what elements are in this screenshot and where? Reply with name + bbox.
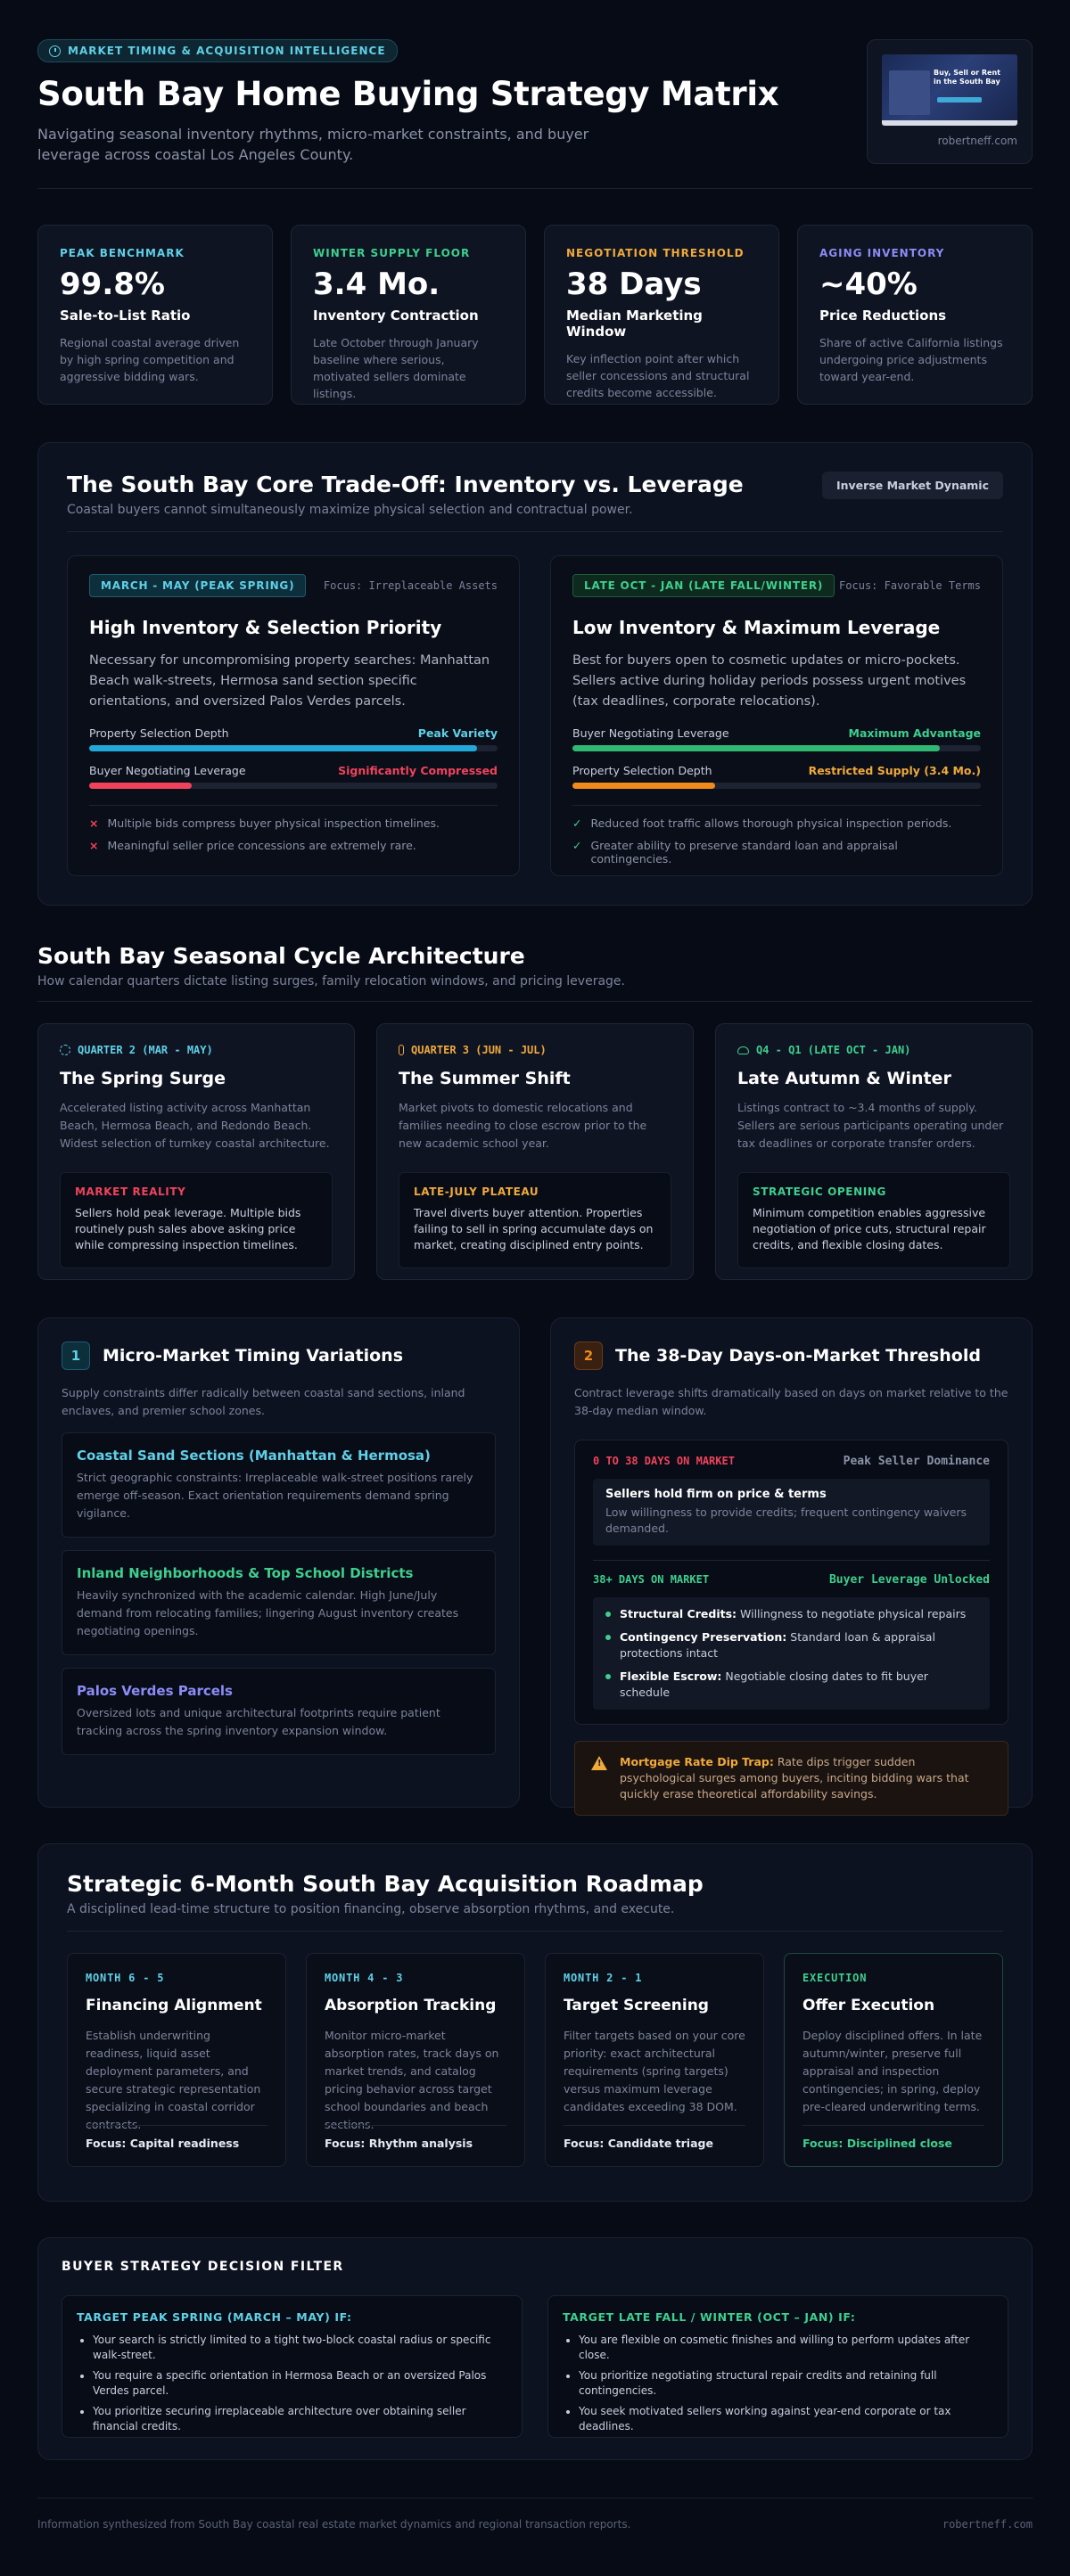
season-callout — [399, 1172, 671, 1268]
x-icon: × — [89, 839, 99, 852]
season-desc: Accelerated listing activity across Manhattan Beach, Hermosa Beach, and Redondo Beach. Widest selection of turnkey coastal architecture. — [60, 1101, 330, 1150]
stat-label: PEAK BENCHMARK — [60, 247, 185, 259]
meter-fill — [89, 745, 477, 751]
agent-photo — [889, 70, 930, 115]
meter-label: Property Selection Depth — [572, 764, 712, 777]
list-item: • You seek motivated sellers working against year-end corporate or tax deadlines. — [579, 2404, 993, 2434]
season-card-spring — [37, 1023, 355, 1280]
micro-desc: Supply constraints differ radically between coastal sand sections, inland enclaves, and premier school zones. — [62, 1386, 465, 1417]
micro-card-palos-verdes — [62, 1668, 496, 1755]
season-tag: QUARTER 3 (JUN - JUL) — [411, 1044, 547, 1056]
roadmap-step-title: Target Screening — [564, 1997, 709, 2014]
list-item-text: Standard loan & appraisal protections intact — [620, 1630, 935, 1660]
list-item-text: Greater ability to preserve standard loan and appraisal contingencies. — [590, 839, 898, 866]
roadmap-step-financing — [67, 1953, 286, 2167]
stat-desc: Share of active California listings undergoing price adjustments toward year-end. — [819, 336, 1003, 383]
stat-cards — [37, 225, 1033, 405]
bullet-dot — [605, 1674, 611, 1679]
stat-value: 38 Days — [566, 267, 702, 302]
micro-card-inland — [62, 1550, 496, 1655]
meter-track — [89, 783, 498, 789]
roadmap-step-focus: Focus: Candidate triage — [564, 2125, 745, 2150]
roadmap-step-screening — [545, 1953, 764, 2167]
page-header — [37, 0, 1033, 189]
stat-title: Sale-to-List Ratio — [60, 308, 191, 324]
list-item: • You are flexible on cosmetic finishes and willing to perform updates after close. — [579, 2333, 993, 2363]
dom-late-status: Buyer Leverage Unlocked — [828, 1573, 990, 1587]
eyebrow-label: MARKET TIMING & ACQUISITION INTELLIGENCE — [68, 45, 386, 57]
season-card-summer — [376, 1023, 694, 1280]
winter-title: Low Inventory & Maximum Leverage — [572, 617, 941, 638]
season-callout — [60, 1172, 333, 1268]
season-title: Late Autumn & Winter — [737, 1069, 951, 1088]
list-item — [89, 839, 498, 852]
bullet-dot — [605, 1612, 611, 1617]
section-number: 1 — [62, 1341, 90, 1370]
brand-button-graphic — [937, 97, 982, 103]
micro-market-panel — [37, 1317, 520, 1808]
micro-card-title: Inland Neighborhoods & Top School Districts — [77, 1565, 414, 1581]
rate-dip-alert — [574, 1741, 1008, 1816]
season-desc: Market pivots to domestic relocations and families needing to close escrow prior to the new academic school year. — [399, 1101, 647, 1150]
roadmap-section — [37, 1843, 1033, 2202]
footer-site-link[interactable]: robertneff.com — [942, 2518, 1033, 2531]
stat-title: Inventory Contraction — [313, 308, 479, 324]
brand-headline: Buy, Sell or Rent in the South Bay — [934, 69, 1000, 86]
list-item — [572, 816, 981, 830]
alert-title: Mortgage Rate Dip Trap: — [620, 1755, 774, 1768]
eyebrow-pill — [37, 39, 398, 62]
bullet-dot — [605, 1635, 611, 1640]
brand-footer-bar — [882, 120, 1017, 126]
list-item: • You prioritize negotiating structural repair credits and retaining full contingencies. — [579, 2368, 993, 2399]
roadmap-step-title: Offer Execution — [802, 1997, 935, 2014]
thermometer-icon — [399, 1045, 404, 1055]
brand-caption[interactable]: robertneff.com — [937, 135, 1017, 147]
stat-title: Median Marketing Window — [566, 308, 703, 340]
alert-body: Rate dips trigger sudden psychological surges among buyers, inciting bidding wars that quickly erase theoretical affordability savings. — [620, 1755, 969, 1801]
meter-selection-depth — [89, 726, 498, 751]
dom-title: The 38-Day Days-on-Market Threshold — [615, 1346, 981, 1366]
winter-desc: Best for buyers open to cosmetic updates or micro-pockets. Sellers active during holiday periods possess urgent motives (tax deadlines, corporate relocations). — [572, 653, 967, 709]
winter-badge: LATE OCT - JAN (LATE FALL/WINTER) — [572, 574, 835, 597]
list-item — [605, 1629, 977, 1661]
roadmap-step-title: Financing Alignment — [86, 1997, 262, 2014]
winter-benefits — [572, 805, 981, 866]
meter-buyer-leverage — [572, 726, 981, 751]
micro-card-title: Palos Verdes Parcels — [77, 1683, 233, 1699]
seasonal-section — [37, 943, 1033, 1280]
list-item — [89, 816, 498, 830]
season-tag: Q4 - Q1 (LATE OCT - JAN) — [756, 1044, 911, 1056]
meter-label: Buyer Negotiating Leverage — [89, 764, 246, 777]
roadmap-step-execution — [784, 1953, 1003, 2167]
season-tag: QUARTER 2 (MAR - MAY) — [78, 1044, 213, 1056]
roadmap-step-absorption — [306, 1953, 525, 2167]
spring-title: High Inventory & Selection Priority — [89, 617, 442, 638]
list-item — [572, 839, 981, 866]
stat-value: 99.8% — [60, 267, 165, 302]
stat-title: Price Reductions — [819, 308, 947, 324]
winter-column — [550, 555, 1003, 876]
micro-card-text: Heavily synchronized with the academic calendar. High June/July demand from relocating families; lingering August inventory creates negotiating openings. — [77, 1588, 459, 1637]
alert-text — [620, 1754, 992, 1802]
dom-late-label: 38+ DAYS ON MARKET — [593, 1573, 710, 1586]
dom-early-label: 0 TO 38 DAYS ON MARKET — [593, 1455, 735, 1467]
micro-card-text: Oversized lots and unique architectural footprints require patient tracking across the spring inventory expansion window. — [77, 1706, 440, 1737]
dom-threshold-panel — [550, 1317, 1033, 1808]
roadmap-step-desc: Deploy disciplined offers. In late autumn/winter, preserve full appraisal and inspection contingencies; in spring, deploy pre-cleared underwriting terms. — [802, 2029, 983, 2113]
meter-label: Property Selection Depth — [89, 726, 229, 740]
list-item-text: Negotiable closing dates to fit buyer schedule — [620, 1669, 928, 1699]
dom-early-title: Sellers hold firm on price & terms — [605, 1488, 827, 1501]
x-icon: × — [89, 816, 99, 830]
page-title: South Bay Home Buying Strategy Matrix — [37, 75, 779, 113]
meter-track — [89, 745, 498, 751]
roadmap-step-focus: Focus: Rhythm analysis — [325, 2125, 506, 2150]
stat-card-peak — [37, 225, 273, 405]
page-footer — [37, 2498, 1033, 2531]
roadmap-step-tag: MONTH 6 - 5 — [86, 1972, 165, 1984]
spring-badge: MARCH - MAY (PEAK SPRING) — [89, 574, 306, 597]
roadmap-step-focus: Focus: Capital readiness — [86, 2125, 268, 2150]
tradeoff-section — [37, 442, 1033, 906]
filter-title: BUYER STRATEGY DECISION FILTER — [62, 2260, 344, 2274]
micro-title: Micro-Market Timing Variations — [103, 1346, 403, 1366]
list-item: • You require a specific orientation in Hermosa Beach or an oversized Palos Verdes parcel. — [93, 2368, 507, 2399]
seasonal-subtitle: How calendar quarters dictate listing surges, family relocation windows, and pricing leverage. — [37, 974, 625, 989]
cloud-icon — [737, 1046, 749, 1054]
stat-label: WINTER SUPPLY FLOOR — [313, 247, 471, 259]
clock-icon — [49, 45, 61, 57]
season-title: The Spring Surge — [60, 1069, 226, 1088]
stat-desc: Regional coastal average driven by high spring competition and aggressive bidding wars. — [60, 336, 240, 383]
sun-icon — [60, 1045, 70, 1055]
analysis-columns — [37, 1317, 1033, 1808]
dom-desc: Contract leverage shifts dramatically based on days on market relative to the 38-day median window. — [574, 1386, 1008, 1417]
micro-card-title: Coastal Sand Sections (Manhattan & Hermosa) — [77, 1448, 431, 1464]
winter-focus: Focus: Favorable Terms — [839, 579, 981, 592]
list-item: • Your search is strictly limited to a tight two-block coastal radius or specific walk-street. — [93, 2333, 507, 2363]
dom-breakdown — [574, 1440, 1008, 1725]
section-number: 2 — [574, 1341, 603, 1370]
season-callout-text: Sellers hold peak leverage. Multiple bids routinely push sales above asking price while compressing inspection timelines. — [75, 1206, 301, 1251]
stat-label: AGING INVENTORY — [819, 247, 945, 259]
brand-card[interactable] — [867, 39, 1033, 164]
season-callout-title: STRATEGIC OPENING — [753, 1185, 886, 1198]
stat-label: NEGOTIATION THRESHOLD — [566, 247, 745, 259]
stat-card-aging — [797, 225, 1033, 405]
micro-card-coastal — [62, 1432, 496, 1538]
meter-value: Peak Variety — [417, 726, 498, 740]
list-item-bold: Flexible Escrow: — [620, 1669, 722, 1683]
micro-card-text: Strict geographic constraints: Irreplaceable walk-street positions rarely emerge off-season. Exact orientation requirements demand spring vigilance. — [77, 1471, 473, 1520]
list-item-text: Meaningful seller price concessions are extremely rare. — [107, 839, 416, 852]
tradeoff-subtitle: Coastal buyers cannot simultaneously maximize physical selection and contractual power. — [67, 503, 633, 517]
dom-early-detail — [593, 1479, 990, 1546]
meter-label: Buyer Negotiating Leverage — [572, 726, 729, 740]
stat-value: ~40% — [819, 267, 918, 302]
roadmap-title: Strategic 6-Month South Bay Acquisition Roadmap — [67, 1871, 704, 1897]
page-subtitle: Navigating seasonal inventory rhythms, micro-market constraints, and buyer leverage across coastal Los Angeles County. — [37, 126, 589, 163]
tradeoff-tag: Inverse Market Dynamic — [822, 472, 1003, 499]
list-item-bold: Contingency Preservation: — [620, 1630, 787, 1644]
roadmap-step-tag: MONTH 2 - 1 — [564, 1972, 643, 1984]
list-item-text: Reduced foot traffic allows thorough physical inspection periods. — [590, 816, 952, 830]
filter-winter-title: TARGET LATE FALL / WINTER (OCT – JAN) IF: — [563, 2310, 856, 2324]
meter-value: Significantly Compressed — [338, 764, 498, 777]
filter-winter — [547, 2295, 1008, 2438]
roadmap-subtitle: A disciplined lead-time structure to position financing, observe absorption rhythms, and execute. — [67, 1902, 675, 1916]
spring-drawbacks — [89, 805, 498, 852]
season-callout-title: LATE-JULY PLATEAU — [414, 1185, 539, 1198]
tradeoff-header — [67, 472, 1003, 532]
dom-early-status: Peak Seller Dominance — [843, 1455, 990, 1468]
decision-filter-section — [37, 2237, 1033, 2460]
footer-note: Information synthesized from South Bay coastal real estate market dynamics and regional transaction reports. — [37, 2518, 631, 2531]
brand-thumbnail — [882, 54, 1017, 126]
header-text — [37, 39, 778, 188]
spring-focus: Focus: Irreplaceable Assets — [323, 579, 498, 592]
meter-buyer-leverage — [89, 764, 498, 789]
tradeoff-title: The South Bay Core Trade-Off: Inventory vs. Leverage — [67, 472, 744, 497]
season-title: The Summer Shift — [399, 1069, 571, 1088]
seasonal-title: South Bay Seasonal Cycle Architecture — [37, 943, 525, 969]
list-item-bold: Structural Credits: — [620, 1607, 737, 1620]
meter-value: Restricted Supply (3.4 Mo.) — [808, 764, 981, 777]
roadmap-step-tag: MONTH 4 - 3 — [325, 1972, 404, 1984]
check-icon: ✓ — [572, 816, 582, 830]
check-icon: ✓ — [572, 839, 582, 852]
stat-card-negotiation — [544, 225, 779, 405]
roadmap-step-title: Absorption Tracking — [325, 1997, 497, 2014]
list-item: • You prioritize securing irreplaceable architecture over obtaining seller financial credits. — [93, 2404, 507, 2434]
roadmap-step-desc: Establish underwriting readiness, liquid asset deployment parameters, and secure strategic representation specializing in coastal corridor contracts. — [86, 2029, 261, 2131]
filter-spring-title: TARGET PEAK SPRING (MARCH – MAY) IF: — [77, 2310, 352, 2324]
season-desc: Listings contract to ~3.4 months of supply. Sellers are serious participants operating under tax deadlines or corporate transfer orders. — [737, 1101, 1004, 1150]
season-callout-text: Minimum competition enables aggressive negotiation of price cuts, structural repair credits, and flexible closing dates. — [753, 1206, 986, 1251]
warning-icon — [591, 1756, 607, 1770]
meter-track — [572, 745, 981, 751]
stat-desc: Late October through January baseline where serious, motivated sellers dominate listings. — [313, 336, 479, 400]
roadmap-step-desc: Monitor micro-market absorption rates, track days on market trends, and catalog pricing behavior across target school boundaries and beach sections. — [325, 2029, 499, 2131]
list-item-text: Willingness to negotiate physical repairs — [737, 1607, 967, 1620]
roadmap-step-tag: EXECUTION — [802, 1972, 868, 1984]
stat-desc: Key inflection point after which seller concessions and structural credits become accessible. — [566, 352, 750, 399]
dom-early-text: Low willingness to provide credits; frequent contingency waivers demanded. — [605, 1505, 967, 1535]
season-callout — [737, 1172, 1010, 1268]
meter-value: Maximum Advantage — [848, 726, 981, 740]
spring-desc: Necessary for uncompromising property searches: Manhattan Beach walk-streets, Hermosa sand section specific orientations, and oversized Palos Verdes parcels. — [89, 653, 490, 709]
stat-value: 3.4 Mo. — [313, 267, 440, 302]
list-item — [605, 1669, 977, 1701]
dom-late-detail — [593, 1597, 990, 1710]
filter-spring — [62, 2295, 523, 2438]
list-item-text: Multiple bids compress buyer physical inspection timelines. — [107, 816, 440, 830]
meter-fill — [572, 783, 715, 789]
roadmap-step-focus: Focus: Disciplined close — [802, 2125, 984, 2150]
meter-fill — [572, 745, 940, 751]
stat-card-winter — [291, 225, 526, 405]
spring-column — [67, 555, 520, 876]
list-item — [605, 1606, 977, 1622]
meter-selection-depth — [572, 764, 981, 789]
season-callout-text: Travel diverts buyer attention. Properties failing to sell in spring accumulate days on market, creating disciplined entry points. — [414, 1206, 654, 1251]
meter-fill — [89, 783, 192, 789]
season-card-winter — [715, 1023, 1033, 1280]
season-callout-title: MARKET REALITY — [75, 1185, 186, 1198]
meter-track — [572, 783, 981, 789]
roadmap-step-desc: Filter targets based on your core priority: exact architectural requirements (spring targets) versus maximum leverage candidates exceeding 38 DOM. — [564, 2029, 745, 2113]
